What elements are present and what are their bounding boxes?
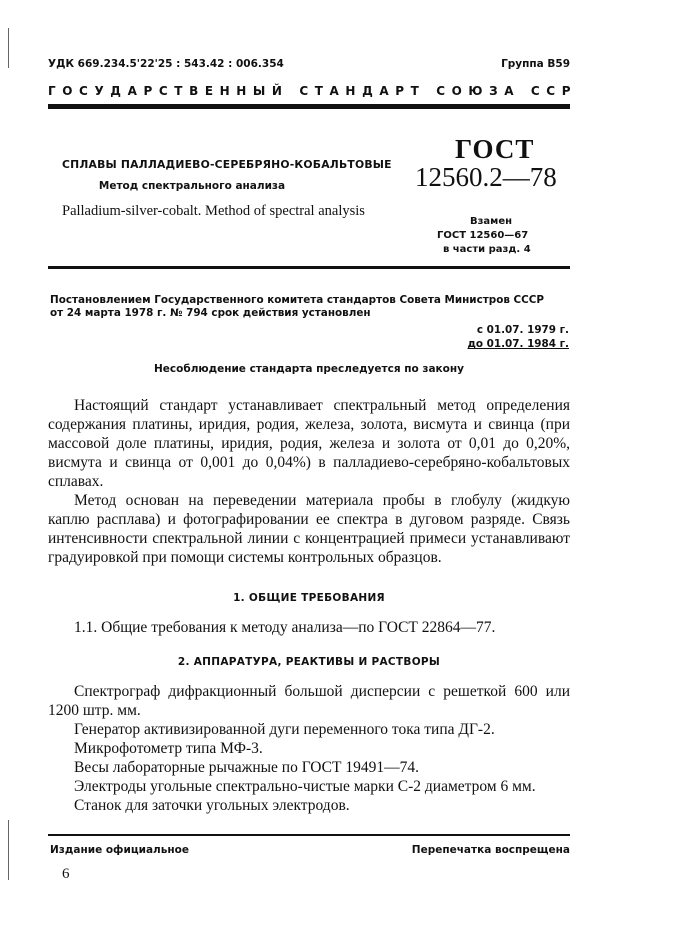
equipment-item: Электроды угольные спектрально-чистые марки С-2 диаметром 6 мм. bbox=[74, 778, 536, 795]
org-banner: ГОСУДАРСТВЕННЫЙ СТАНДАРТ СОЮЗА ССР bbox=[48, 84, 578, 98]
document-title: СПЛАВЫ ПАЛЛАДИЕВО-СЕРЕБРЯНО-КОБАЛЬТОВЫЕ bbox=[62, 158, 392, 171]
gost-number: 12560.2—78 bbox=[415, 162, 557, 192]
equipment-item: Весы лабораторные рычажные по ГОСТ 19491—74. bbox=[74, 759, 419, 776]
section-2-heading: 2. АППАРАТУРА, РЕАКТИВЫ И РАСТВОРЫ bbox=[177, 656, 441, 668]
english-title: Palladium-silver-cobalt. Method of spectral analysis bbox=[62, 203, 365, 219]
footer-rule bbox=[48, 834, 570, 836]
equipment-list bbox=[48, 682, 570, 815]
page-number: 6 bbox=[62, 866, 70, 882]
replaced-scope: в части разд. 4 bbox=[443, 244, 531, 255]
intro-text bbox=[48, 396, 570, 567]
gost-label: ГОСТ bbox=[455, 134, 535, 164]
equipment-item: Микрофотометр типа МФ-3. bbox=[74, 740, 263, 757]
section-1-text: 1.1. Общие требования к методу анализа—по ГОСТ 22864—77. bbox=[74, 619, 496, 636]
legal-notice: Несоблюдение стандарта преследуется по закону bbox=[154, 363, 464, 375]
section-1-heading: 1. ОБЩИЕ ТРЕБОВАНИЯ bbox=[233, 592, 385, 604]
equipment-item: Станок для заточки угольных электродов. bbox=[74, 797, 350, 814]
replaces-label: Взамен bbox=[470, 216, 513, 227]
equipment-item: Генератор активизированной дуги переменного тока типа ДГ-2. bbox=[74, 721, 495, 738]
replaced-standard: ГОСТ 12560—67 bbox=[437, 230, 529, 241]
effective-to: до 01.07. 1984 г. bbox=[467, 338, 569, 350]
decree-line-2: от 24 марта 1978 г. № 794 срок действия установлен bbox=[50, 307, 371, 319]
official-edition: Издание официальное bbox=[50, 844, 189, 856]
margin-line-top bbox=[8, 28, 9, 68]
intro-paragraph-2: Метод основан на переведении материала пробы в глобулу (жидкую каплю расплава) и фотографировании ее спектра в дуговом разряде. Связь интенсивности спектральной линии с концентрацией примеси устанавливают градуировкой при помощи системы контрольных образцов. bbox=[48, 492, 570, 566]
effective-from: с 01.07. 1979 г. bbox=[476, 324, 569, 336]
decree-line-1: Постановлением Государственного комитета стандартов Совета Министров СССР bbox=[50, 294, 545, 306]
title-rule bbox=[48, 266, 570, 269]
group-code: Группа В59 bbox=[501, 58, 570, 70]
equipment-item: Спектрограф дифракционный большой дисперсии с решеткой 600 или 1200 штр. мм. bbox=[48, 683, 570, 719]
header-rule bbox=[48, 104, 570, 109]
udk-code: УДК 669.234.5'22'25 : 543.42 : 006.354 bbox=[48, 58, 284, 70]
reprint-prohibited: Перепечатка воспрещена bbox=[411, 844, 570, 856]
intro-paragraph-1: Настоящий стандарт устанавливает спектральный метод определения содержания платины, иридия, родия, железа, золота, висмута и свинца (при массовой доле платины, иридия, родия, железа и золота от 0,01 до 0,20%, висмута и свинца от 0,001 до 0,04%) в палладиево-серебряно-кобальтовых сплавах. bbox=[48, 397, 570, 490]
method-subtitle: Метод спектрального анализа bbox=[98, 180, 286, 192]
margin-line-bottom bbox=[8, 820, 9, 880]
